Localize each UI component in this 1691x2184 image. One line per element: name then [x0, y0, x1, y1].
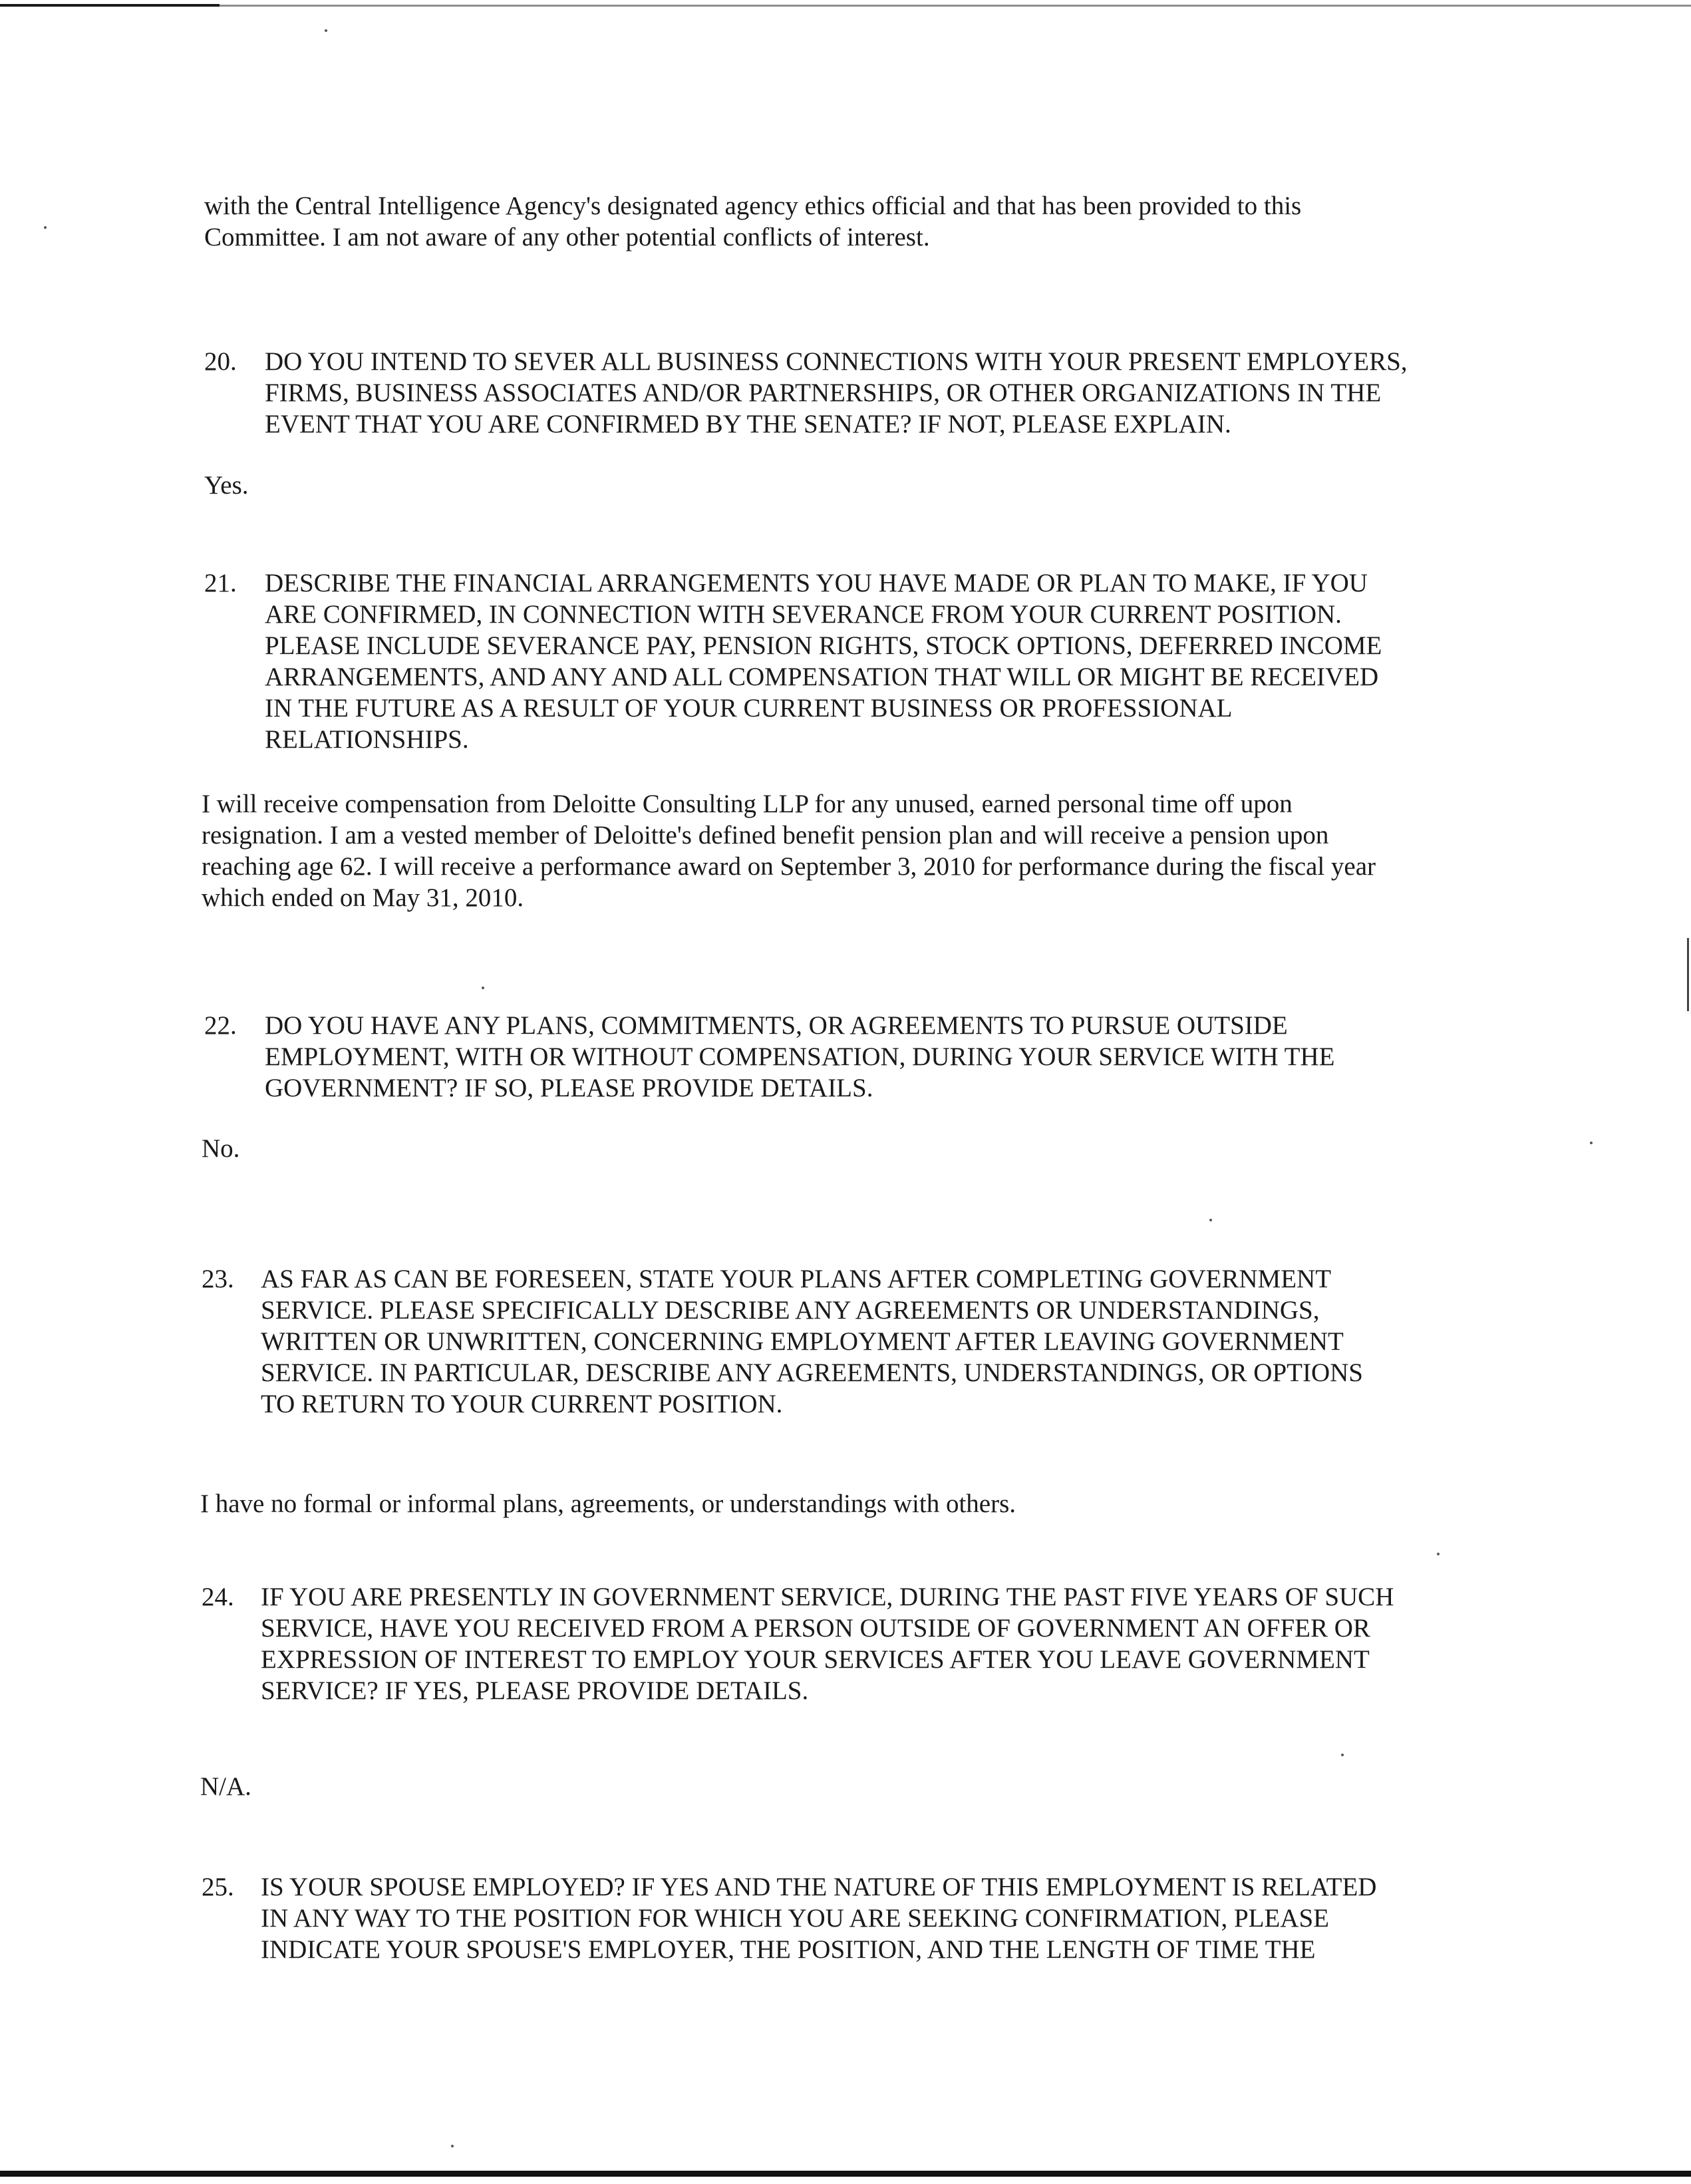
scan-speck: [482, 987, 484, 989]
answer-24: N/A.: [200, 1772, 251, 1801]
question-text-23: AS FAR AS CAN BE FORESEEN, STATE YOUR PLANS AFTER COMPLETING GOVERNMENT SERVICE. PLEASE SPECIFICALLY DESCRIBE ANY AGREEMENTS OR UNDERSTANDINGS, WRITTEN OR UNWRITTEN, CONCERNING EMPLOYMENT AFTER LEAVING GOVERNMENT SERVICE. IN PARTICULAR, DESCRIBE ANY AGREEMENTS, UNDERSTANDINGS, OR OPTIONS TO RETURN TO YOUR CURRENT POSITION.: [261, 1265, 1363, 1418]
question-number-23: 23.: [202, 1265, 234, 1293]
question-number-20: 20.: [204, 347, 237, 376]
intro-paragraph: with the Central Intelligence Agency's designated agency ethics official and that has been provided to this Committee. I am not aware of any other potential conflicts of interest.: [204, 192, 1302, 251]
answer-23: I have no formal or informal plans, agreements, or understandings with others.: [200, 1489, 1016, 1518]
question-text-21: DESCRIBE THE FINANCIAL ARRANGEMENTS YOU HAVE MADE OR PLAN TO MAKE, IF YOU ARE CONFIRMED, IN CONNECTION WITH SEVERANCE FROM YOUR CURRENT POSITION. PLEASE INCLUDE SEVERANCE PAY, PENSION RIGHTS, STOCK OPTIONS, DEFERRED INCOME ARRANGEMENTS, AND ANY AND ALL COMPENSATION THAT WILL OR MIGHT BE RECEIVED IN THE FUTURE AS A RESULT OF YOUR CURRENT BUSINESS OR PROFESSIONAL RELATIONSHIPS.: [265, 569, 1382, 754]
scan-speck: [1590, 1142, 1593, 1144]
question-text-22: DO YOU HAVE ANY PLANS, COMMITMENTS, OR AGREEMENTS TO PURSUE OUTSIDE EMPLOYMENT, WITH OR WITHOUT COMPENSATION, DURING YOUR SERVICE WITH THE GOVERNMENT? IF SO, PLEASE PROVIDE DETAILS.: [265, 1011, 1335, 1102]
scan-speck: [1209, 1219, 1212, 1221]
scan-speck: [451, 2145, 454, 2147]
question-text-25: IS YOUR SPOUSE EMPLOYED? IF YES AND THE NATURE OF THIS EMPLOYMENT IS RELATED IN ANY WAY TO THE POSITION FOR WHICH YOU ARE SEEKING CONFIRMATION, PLEASE INDICATE YOUR SPOUSE'S EMPLOYER, THE POSITION, AND THE LENGTH OF TIME THE: [261, 1873, 1377, 1964]
question-number-22: 22.: [204, 1011, 237, 1040]
scan-edge-mark: [1687, 938, 1689, 1011]
question-number-25: 25.: [202, 1873, 234, 1901]
scan-speck: [1437, 1553, 1440, 1555]
scan-top-rule: [0, 5, 1691, 7]
question-text-24: IF YOU ARE PRESENTLY IN GOVERNMENT SERVICE, DURING THE PAST FIVE YEARS OF SUCH SERVICE, HAVE YOU RECEIVED FROM A PERSON OUTSIDE OF GOVERNMENT AN OFFER OR EXPRESSION OF INTEREST TO EMPLOY YOUR SERVICES AFTER YOU LEAVE GOVERNMENT SERVICE? IF YES, PLEASE PROVIDE DETAILS.: [261, 1583, 1394, 1705]
question-text-20: DO YOU INTEND TO SEVER ALL BUSINESS CONNECTIONS WITH YOUR PRESENT EMPLOYERS, FIRMS, BUSINESS ASSOCIATES AND/OR PARTNERSHIPS, OR OTHER ORGANIZATIONS IN THE EVENT THAT YOU ARE CONFIRMED BY THE SENATE? IF NOT, PLEASE EXPLAIN.: [265, 347, 1408, 438]
scan-top-rule-dark: [0, 4, 220, 7]
answer-20: Yes.: [204, 471, 249, 500]
answer-22: No.: [202, 1134, 240, 1163]
scan-bottom-rule: [0, 2171, 1691, 2177]
answer-21: I will receive compensation from Deloitte Consulting LLP for any unused, earned personal time off upon resignation. I am a vested member of Deloitte's defined benefit pension plan and will receive a pension upon reaching age 62. I will receive a performance award on September 3, 2010 for performance during the fiscal year which ended on May 31, 2010.: [202, 790, 1376, 912]
scan-speck: [325, 29, 327, 32]
question-number-21: 21.: [204, 569, 237, 597]
question-number-24: 24.: [202, 1583, 234, 1611]
scan-speck: [44, 226, 47, 229]
scan-speck: [1341, 1754, 1344, 1756]
